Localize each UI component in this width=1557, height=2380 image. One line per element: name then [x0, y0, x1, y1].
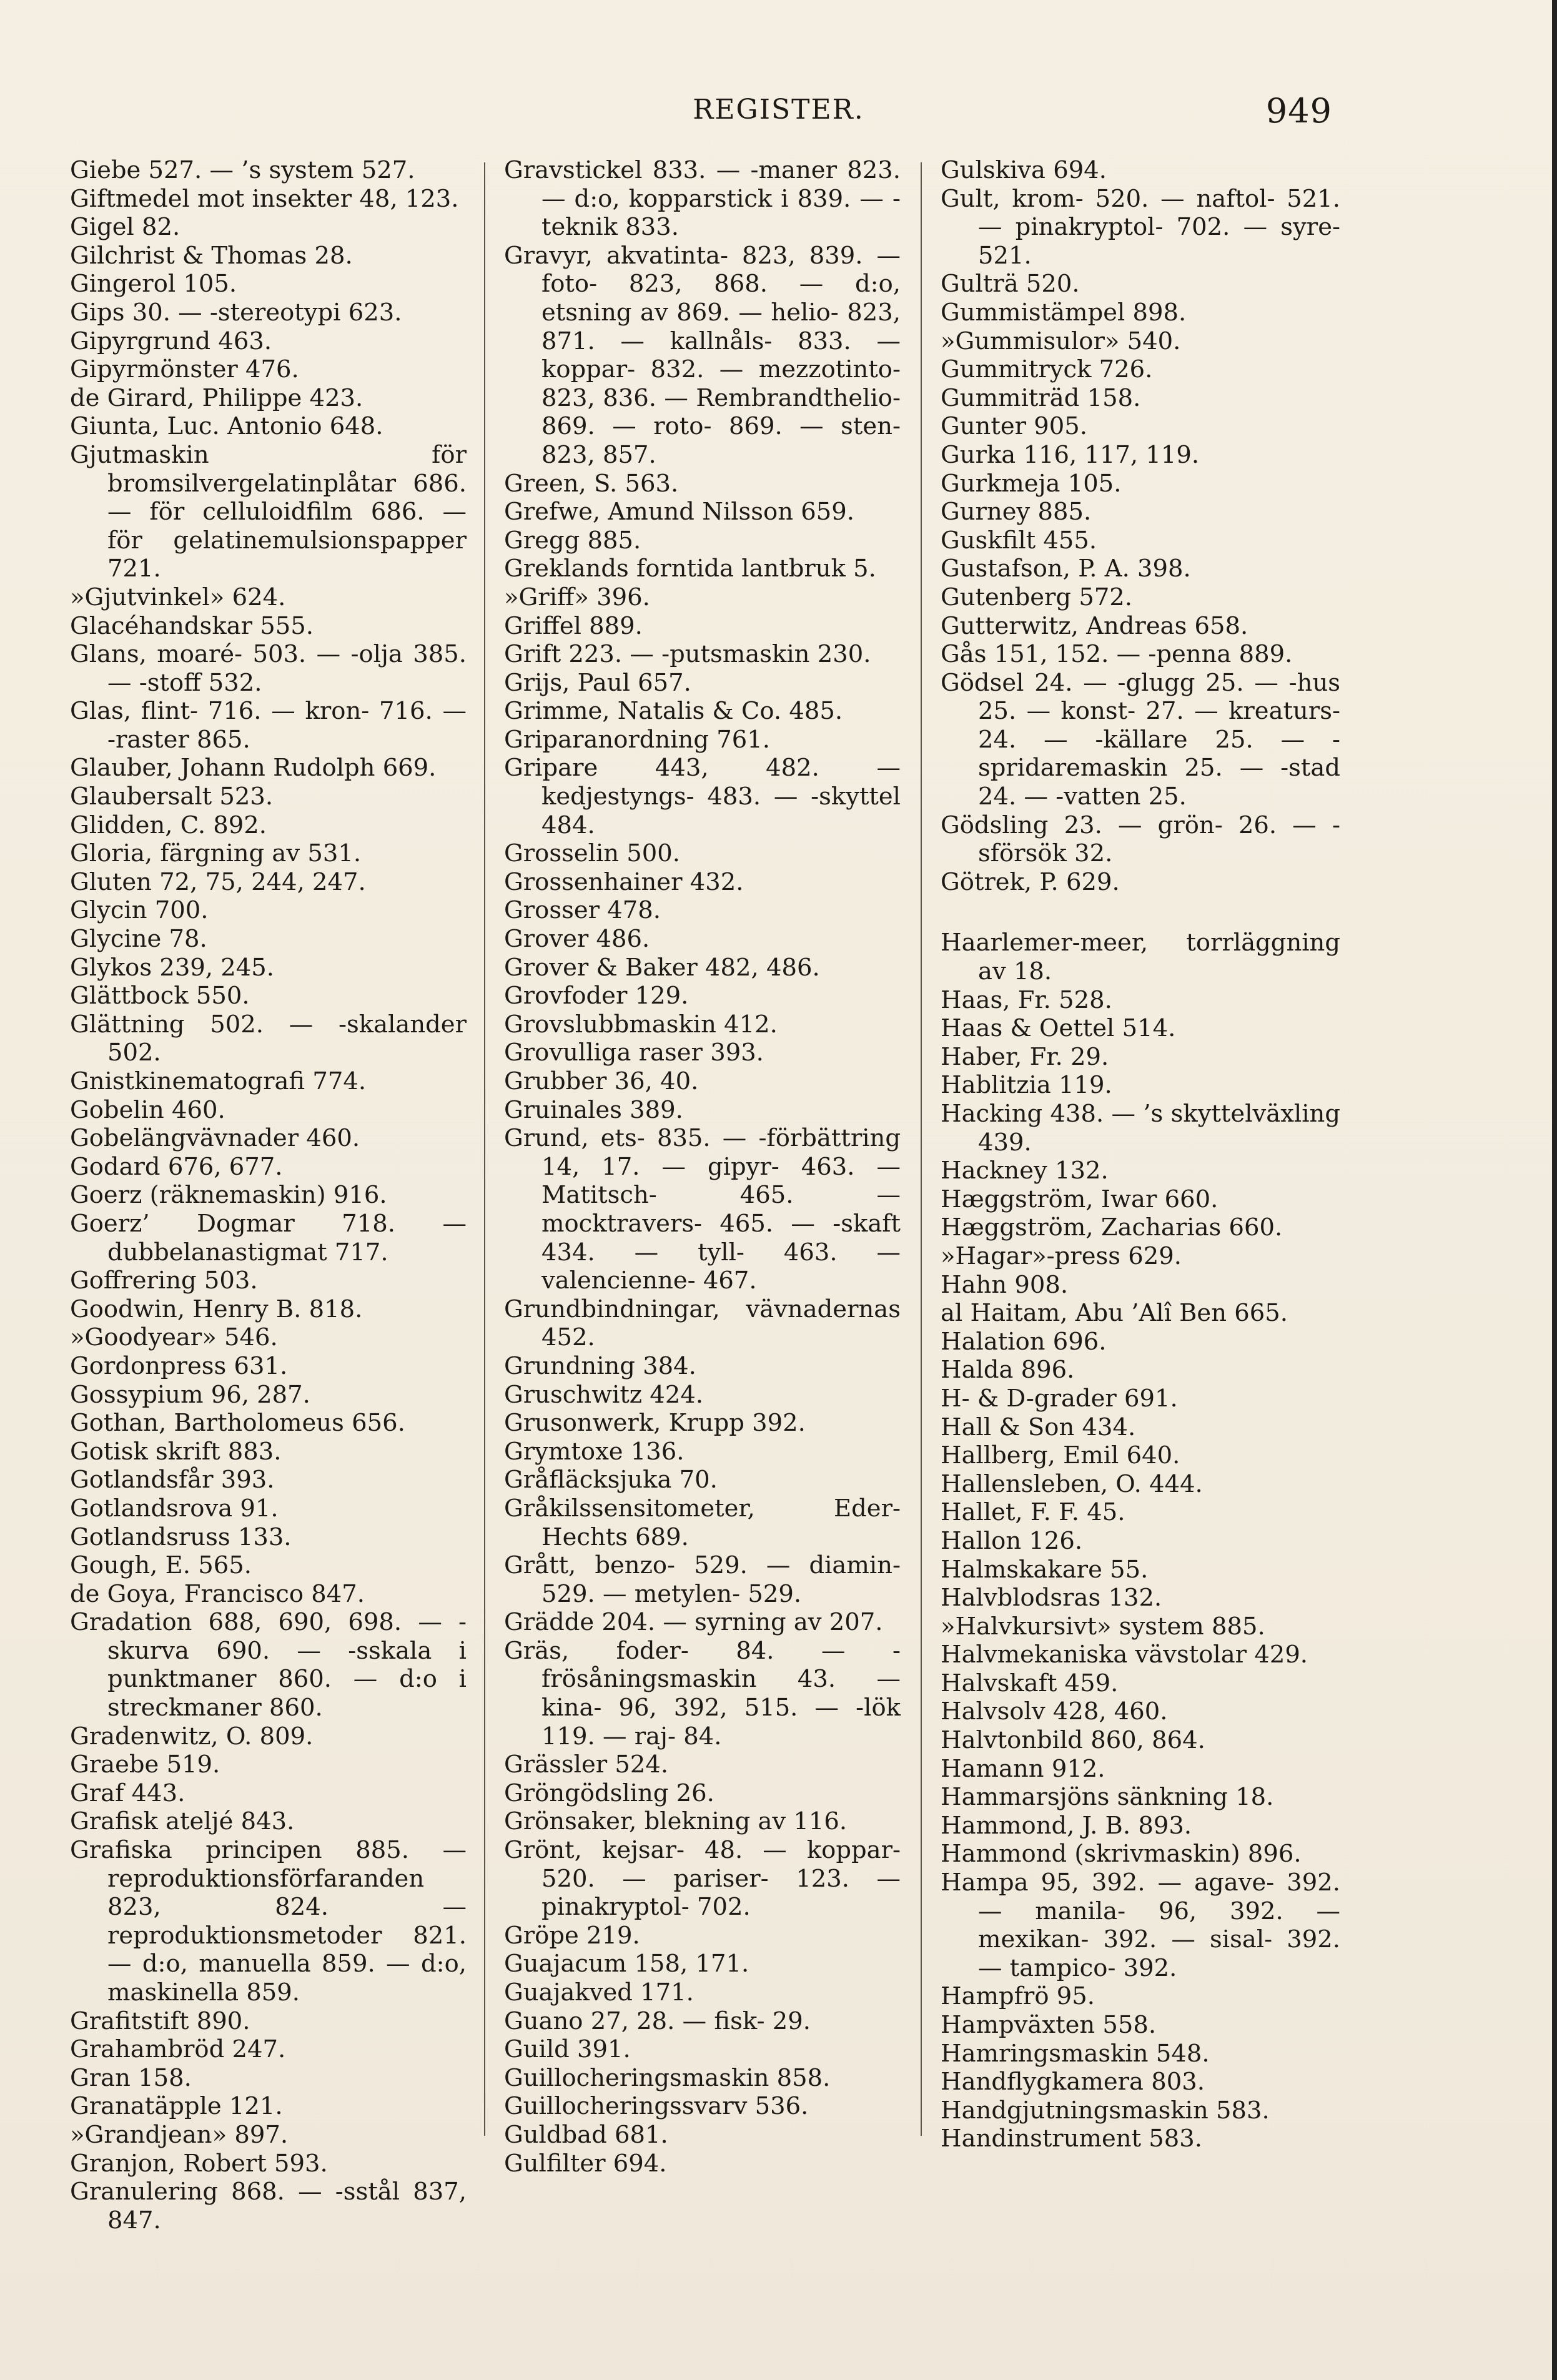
index-entry: Hahn 908. — [941, 1270, 1069, 1299]
index-entry: Gummitryck 726. — [941, 355, 1153, 384]
index-entry: Grovulliga raser 393. — [504, 1039, 764, 1067]
index-entry: Grosser 478. — [504, 896, 661, 925]
index-entry: »Gjutvinkel» 624. — [70, 583, 286, 611]
index-entry: Gödsel 24. — -glugg 25. — -hus 25. — konst- 27. — kreaturs- 24. — -källare 25. — -spridaremaskin 25. — -stad 24. — -vatten 25. — [941, 668, 1340, 811]
index-entry: Glidden, C. 892. — [70, 811, 267, 839]
index-entry: Grijs, Paul 657. — [504, 668, 691, 697]
index-entry: Halvtonbild 860, 864. — [941, 1726, 1205, 1755]
section-gap — [941, 896, 1340, 929]
index-entry: Halvmekaniska vävstolar 429. — [941, 1641, 1308, 1669]
index-entry: Glaubersalt 523. — [70, 783, 274, 811]
index-entry: Hall & Son 434. — [941, 1413, 1136, 1441]
index-entry: Hampväxten 558. — [941, 2011, 1157, 2039]
index-entry: Gurkmeja 105. — [941, 469, 1122, 498]
index-entry: »Griff» 396. — [504, 583, 650, 611]
index-entry: Gustafson, P. A. 398. — [941, 555, 1191, 583]
index-entry: Grahambröd 247. — [70, 2035, 286, 2064]
index-column-middle — [504, 156, 901, 2178]
index-entry: Grafisk ateljé 843. — [70, 1807, 295, 1836]
index-entry: Haber, Fr. 29. — [941, 1042, 1109, 1071]
index-entry: Guild 391. — [504, 2035, 631, 2064]
index-entry: Gordonpress 631. — [70, 1351, 288, 1380]
index-entry: Giftmedel mot insekter 48, 123. — [70, 184, 459, 213]
index-column-left — [70, 156, 467, 2234]
index-entry: Giebe 527. — ’s system 527. — [70, 156, 415, 184]
index-entry: Gruinales 389. — [504, 1095, 683, 1124]
index-entry: Gröpe 219. — [504, 1921, 640, 1950]
index-entry: Goerz’ Dogmar 718. — dubbelanastigmat 717. — [70, 1209, 467, 1267]
index-entry: Gult, krom- 520. — naftol- 521. — pinakryptol- 702. — syre- 521. — [941, 184, 1340, 270]
index-entry: Goerz (räknemaskin) 916. — [70, 1181, 387, 1210]
index-entry: Greklands forntida lantbruk 5. — [504, 555, 876, 583]
index-entry: Glas, flint- 716. — kron- 716. — -raster 865. — [70, 697, 467, 754]
index-entry: Hammond, J. B. 893. — [941, 1811, 1192, 1840]
index-entry: Glättning 502. — -skalander 502. — [70, 1010, 467, 1067]
index-entry: Grädde 204. — syrning av 207. — [504, 1608, 883, 1637]
index-entry: Grovfoder 129. — [504, 982, 689, 1010]
index-entry: Guano 27, 28. — fisk- 29. — [504, 2007, 811, 2035]
index-entry: Grover 486. — [504, 925, 650, 954]
index-entry: Gulfilter 694. — [504, 2149, 667, 2178]
index-entry: de Goya, Francisco 847. — [70, 1579, 365, 1608]
index-entry: Halmskakare 55. — [941, 1555, 1149, 1584]
index-entry: Godard 676, 677. — [70, 1152, 283, 1181]
index-entry: Handflygkamera 803. — [941, 2068, 1205, 2096]
index-entry: Hallon 126. — [941, 1526, 1083, 1555]
index-entry: Gutenberg 572. — [941, 583, 1133, 611]
index-entry: Hacking 438. — ’s skyttelväxling 439. — [941, 1100, 1340, 1157]
index-entry: Handinstrument 583. — [941, 2125, 1203, 2153]
index-entry: Grönt, kejsar- 48. — koppar- 520. — pariser- 123. — pinakryptol- 702. — [504, 1836, 901, 1922]
index-entry: Gradation 688, 690, 698. — -skurva 690. — -sskala i punktmaner 860. — d:o i streckmaner 860. — [70, 1608, 467, 1722]
index-entry: Hammarsjöns sänkning 18. — [941, 1783, 1274, 1812]
index-entry: Gloria, färgning av 531. — [70, 839, 362, 868]
index-entry: Hammond (skrivmaskin) 896. — [941, 1840, 1302, 1869]
index-entry: Grimme, Natalis & Co. 485. — [504, 697, 843, 726]
index-entry: Grått, benzo- 529. — diamin- 529. — metylen- 529. — [504, 1551, 901, 1608]
index-entry: Grefwe, Amund Nilsson 659. — [504, 498, 854, 526]
index-entry: Gobelin 460. — [70, 1095, 225, 1124]
index-entry: Grossenhainer 432. — [504, 867, 744, 896]
index-entry: Halda 896. — [941, 1356, 1075, 1385]
index-column-right — [941, 156, 1340, 2153]
index-entry: Hampa 95, 392. — agave- 392. — manila- 96, 392. — mexikan- 392. — sisal- 392. — tampico- 392. — [941, 1869, 1340, 1982]
index-entry: Handgjutningsmaskin 583. — [941, 2096, 1270, 2125]
index-entry: Griffel 889. — [504, 611, 643, 640]
index-entry: Graebe 519. — [70, 1750, 220, 1779]
index-entry: Grafitstift 890. — [70, 2007, 250, 2035]
index-entry: Glans, moaré- 503. — -olja 385. — -stoff 532. — [70, 640, 467, 697]
index-entry: Glykos 239, 245. — [70, 953, 275, 982]
index-entry: Grovslubbmaskin 412. — [504, 1010, 778, 1039]
index-entry: H- & D-grader 691. — [941, 1384, 1178, 1413]
index-entry: Gurka 116, 117, 119. — [941, 440, 1200, 469]
index-entry: »Gummisulor» 540. — [941, 327, 1181, 355]
index-entry: Gödsling 23. — grön- 26. — -sförsök 32. — [941, 811, 1340, 868]
index-entry: Gigel 82. — [70, 213, 180, 242]
index-entry: Giunta, Luc. Antonio 648. — [70, 412, 383, 441]
index-entry: de Girard, Philippe 423. — [70, 383, 363, 412]
index-entry: Gutterwitz, Andreas 658. — [941, 611, 1248, 640]
page-number: 949 — [1265, 91, 1332, 131]
index-entry: Grundbindningar, vävnadernas 452. — [504, 1295, 901, 1352]
index-entry: Gravstickel 833. — -maner 823. — d:o, kopparstick i 839. — -teknik 833. — [504, 156, 901, 242]
index-entry: Gurney 885. — [941, 498, 1092, 526]
index-entry: Hallensleben, O. 444. — [941, 1469, 1203, 1498]
column-rule-right — [921, 162, 922, 2136]
index-entry: Gruschwitz 424. — [504, 1380, 704, 1409]
index-entry: Guillocheringssvarv 536. — [504, 2092, 809, 2121]
index-entry: Grässler 524. — [504, 1750, 669, 1779]
index-entry: Gripare 443, 482. — kedjestyngs- 483. — -skyttel 484. — [504, 754, 901, 839]
index-entry: Halation 696. — [941, 1327, 1107, 1356]
index-entry: Halvblodsras 132. — [941, 1584, 1162, 1612]
index-entry: Grift 223. — -putsmaskin 230. — [504, 640, 871, 669]
index-entry: Gås 151, 152. — -penna 889. — [941, 640, 1293, 669]
index-entry: Grosselin 500. — [504, 839, 681, 868]
index-entry: Gunter 905. — [941, 412, 1087, 441]
index-entry: Gröngödsling 26. — [504, 1779, 714, 1807]
index-entry: Hampfrö 95. — [941, 1982, 1095, 2011]
index-entry: Halvskaft 459. — [941, 1669, 1119, 1697]
index-entry: Hallberg, Emil 640. — [941, 1441, 1180, 1470]
index-entry: Graf 443. — [70, 1779, 185, 1807]
index-entry: Goffrering 503. — [70, 1267, 258, 1295]
index-entry: Grundning 384. — [504, 1351, 696, 1380]
index-entry: Glycine 78. — [70, 925, 207, 954]
index-entry: Hamann 912. — [941, 1754, 1105, 1783]
index-entry: Glacéhandskar 555. — [70, 611, 314, 640]
index-entry: Gingerol 105. — [70, 270, 237, 299]
index-entry: Glättbock 550. — [70, 982, 250, 1010]
index-entry: al Haitam, Abu ’Alî Ben 665. — [941, 1299, 1288, 1328]
index-entry: Gnistkinematografi 774. — [70, 1067, 367, 1095]
index-entry: »Halvkursivt» system 885. — [941, 1612, 1265, 1641]
index-entry: Gummistämpel 898. — [941, 298, 1187, 327]
running-header: REGISTER. — [693, 94, 864, 126]
index-entry: »Grandjean» 897. — [70, 2120, 289, 2149]
index-entry: Granjon, Robert 593. — [70, 2149, 328, 2178]
index-entry: Gulskiva 694. — [941, 156, 1107, 184]
index-entry: Haas & Oettel 514. — [941, 1014, 1176, 1043]
index-entry: Gråkilssensitometer, Eder-Hechts 689. — [504, 1494, 901, 1551]
index-entry: Gluten 72, 75, 244, 247. — [70, 867, 366, 896]
page-edge-shadow — [1552, 0, 1557, 2380]
index-entry: Hamringsmaskin 548. — [941, 2039, 1210, 2068]
index-entry: Guillocheringsmaskin 858. — [504, 2063, 831, 2092]
index-entry: Grubber 36, 40. — [504, 1067, 699, 1095]
index-entry: Gjutmaskin för bromsilvergelatinplåtar 686. — för celluloidfilm 686. — för gelatinemulsionspapper 721. — [70, 440, 467, 583]
index-entry: Gregg 885. — [504, 526, 641, 555]
index-entry: Guajakved 171. — [504, 1978, 694, 2007]
index-entry: Griparanordning 761. — [504, 725, 770, 754]
index-entry: Gough, E. 565. — [70, 1551, 252, 1580]
index-entry: Glycin 700. — [70, 896, 209, 925]
index-entry: »Goodyear» 546. — [70, 1323, 278, 1352]
index-entry: Gulträ 520. — [941, 270, 1080, 299]
index-entry: Hæggström, Iwar 660. — [941, 1185, 1218, 1213]
index-entry: Grusonwerk, Krupp 392. — [504, 1409, 806, 1438]
index-entry: Granatäpple 121. — [70, 2092, 283, 2121]
index-entry: Gips 30. — -stereotypi 623. — [70, 298, 402, 327]
index-entry: Grund, ets- 835. — -förbättring 14, 17. — gipyr- 463. — Matitsch- 465. — mocktravers- 465. — -skaft 434. — tyll- 463. — valencienne- 467. — [504, 1124, 901, 1295]
index-entry: Guskfilt 455. — [941, 526, 1097, 555]
index-entry: Granulering 868. — -sstål 837, 847. — [70, 2178, 467, 2234]
index-entry: Gotlandsfår 393. — [70, 1466, 275, 1494]
index-entry: Gran 158. — [70, 2063, 192, 2092]
index-entry: Hæggström, Zacharias 660. — [941, 1213, 1283, 1242]
index-entry: Gråfläcksjuka 70. — [504, 1466, 718, 1494]
index-entry: Gossypium 96, 287. — [70, 1380, 310, 1409]
index-entry: Guajacum 158, 171. — [504, 1950, 749, 1978]
column-rule-left — [484, 162, 485, 2136]
index-entry: Gipyrgrund 463. — [70, 327, 272, 355]
index-entry: Götrek, P. 629. — [941, 867, 1120, 896]
index-entry: Grafiska principen 885. — reproduktionsförfaranden 823, 824. — reproduktionsmetoder 821. — d:o, manuella 859. — d:o, maskinella 859. — [70, 1836, 467, 2007]
index-entry: Halvsolv 428, 460. — [941, 1697, 1168, 1726]
index-entry: Hablitzia 119. — [941, 1071, 1112, 1100]
index-entry: Guldbad 681. — [504, 2120, 668, 2149]
index-entry: Gothan, Bartholomeus 656. — [70, 1409, 405, 1438]
index-entry: Gipyrmönster 476. — [70, 355, 299, 384]
index-entry: Green, S. 563. — [504, 469, 679, 498]
index-entry: Gilchrist & Thomas 28. — [70, 241, 353, 270]
index-entry: Grover & Baker 482, 486. — [504, 953, 820, 982]
index-entry: Glauber, Johann Rudolph 669. — [70, 754, 437, 783]
index-entry: Gradenwitz, O. 809. — [70, 1722, 314, 1750]
index-entry: Hackney 132. — [941, 1157, 1109, 1185]
index-entry: Grymtoxe 136. — [504, 1437, 685, 1466]
index-entry: Haarlemer-meer, torrläggning av 18. — [941, 929, 1340, 986]
index-entry: Haas, Fr. 528. — [941, 985, 1112, 1014]
index-entry: Grönsaker, blekning av 116. — [504, 1807, 848, 1836]
index-entry: Hallet, F. F. 45. — [941, 1498, 1125, 1527]
index-entry: Gobelängvävnader 460. — [70, 1124, 360, 1153]
index-entry: Gotlandsruss 133. — [70, 1523, 292, 1551]
index-entry: Gravyr, akvatinta- 823, 839. — foto- 823, 868. — d:o, etsning av 869. — helio- 823, 871. — kallnåls- 833. — koppar- 832. — mezzotinto- 823, 836. — Rembrandthelio- 869. — roto- 869. — sten- 823, 857. — [504, 241, 901, 469]
index-entry: Gräs, foder- 84. — -frösåningsmaskin 43. — kina- 96, 392, 515. — -lök 119. — raj- 84. — [504, 1636, 901, 1750]
index-entry: »Hagar»-press 629. — [941, 1242, 1182, 1270]
index-entry: Gotlandsrova 91. — [70, 1494, 279, 1523]
index-entry: Gotisk skrift 883. — [70, 1437, 282, 1466]
index-entry: Goodwin, Henry B. 818. — [70, 1295, 363, 1323]
index-entry: Gummiträd 158. — [941, 383, 1141, 412]
